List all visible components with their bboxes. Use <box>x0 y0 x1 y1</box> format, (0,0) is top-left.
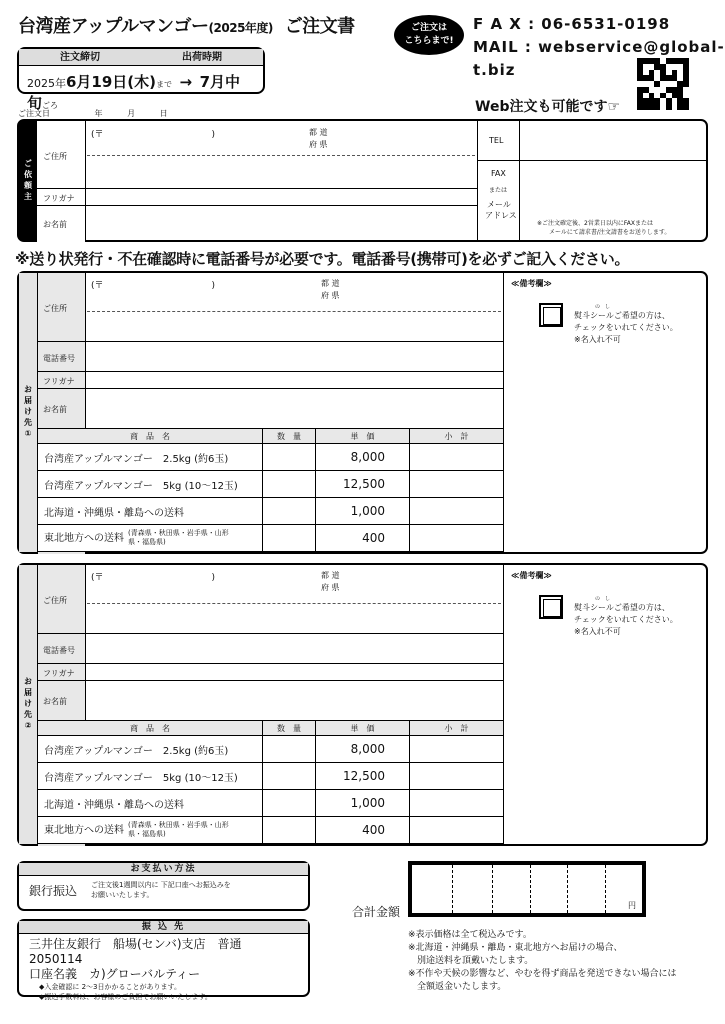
requester-fax-label: FAX <box>491 169 506 178</box>
form-title <box>18 12 355 38</box>
footer-notes <box>408 929 677 994</box>
subtotal-cell[interactable] <box>410 736 504 763</box>
deadline-label: 注文締切 <box>60 52 100 63</box>
order-date-label: ご注文日 <box>18 109 50 118</box>
requester-mail-label: メール <box>487 200 511 209</box>
product-row <box>38 763 504 790</box>
fax-number: F A X : 06-6531-0198 <box>473 15 671 33</box>
product-name: 台湾産アップルマンゴー 2.5kg (約6玉) <box>44 453 229 465</box>
delivery-name-label: お名前 <box>43 405 67 414</box>
product-name: 北海道・沖縄県・離島への送料 <box>44 507 184 519</box>
delivery-address-label: ご住所 <box>43 304 67 313</box>
requester-postal[interactable]: (〒 ) <box>91 127 215 140</box>
footer-note: ※表示価格は全て税込みです。 <box>408 930 532 940</box>
order-date-day: 日 <box>159 109 168 118</box>
requester-furigana-label: フリガナ <box>43 194 75 203</box>
noshi-text-3: ※名入れ不可 <box>574 627 621 636</box>
product-row <box>38 817 504 844</box>
bubble-line1: ご注文は <box>410 23 447 33</box>
col-product: 商 品 名 <box>38 721 263 736</box>
phone-required-notice: ※送り状発行・不在確認時に電話番号が必要です。電話番号(携帯可)を必ずご記入ください。 <box>15 250 630 268</box>
delivery-phone-label: 電話番号 <box>43 354 75 363</box>
col-subtotal: 小 計 <box>410 429 504 444</box>
delivery-side-label: お届け先① <box>19 273 37 552</box>
delivery-furigana-label: フリガナ <box>43 377 75 386</box>
ship-koro: ごろ <box>42 101 59 110</box>
noshi-text-1: 熨斗シールご希望の方は、 <box>574 311 670 320</box>
memo-title: ≪備考欄≫ <box>511 279 552 288</box>
col-price: 単 価 <box>316 429 410 444</box>
delivery-pref2: 府 県 <box>321 291 340 300</box>
product-name: 台湾産アップルマンゴー 5kg (10〜12玉) <box>44 480 238 492</box>
title-year: (2025年度) <box>208 21 273 35</box>
subtotal-cell[interactable] <box>410 444 504 471</box>
delivery-name-label: お名前 <box>43 697 67 706</box>
col-qty: 数 量 <box>263 721 316 736</box>
arrow-icon: → <box>179 73 193 91</box>
confirm-note-2: メールにて請求書/注文請書をお送りします。 <box>549 229 671 236</box>
price-cell: 12,500 <box>316 471 410 498</box>
col-product: 商 品 名 <box>38 429 263 444</box>
requester-address-label: ご住所 <box>43 152 67 161</box>
qty-cell[interactable] <box>263 817 316 844</box>
deadline-made: まで <box>156 80 173 89</box>
footer-note: ※不作や天候の影響など、やむを得ず商品を発送できない場合には <box>408 969 677 979</box>
delivery-side-label: お届け先② <box>19 565 37 844</box>
web-order-text: Web注文も可能です☞ <box>475 99 621 115</box>
total-yen: 円 <box>628 901 636 910</box>
product-row <box>38 525 504 552</box>
payment-method: 銀行振込 <box>29 883 78 898</box>
bank-note-1: ◆入金確認に 2〜3日かかることがあります。 <box>39 983 181 991</box>
qty-cell[interactable] <box>263 525 316 552</box>
delivery-address-label: ご住所 <box>43 596 67 605</box>
requester-tel-label: TEL <box>489 136 504 145</box>
qty-cell[interactable] <box>263 790 316 817</box>
subtotal-cell[interactable] <box>410 817 504 844</box>
requester-pref: 都 道 <box>309 128 328 137</box>
product-row <box>38 790 504 817</box>
delivery-section-1 <box>17 271 708 554</box>
title-suffix: ご注文書 <box>284 16 355 37</box>
total-amount-field[interactable] <box>408 861 646 917</box>
bank-box <box>17 919 310 1001</box>
noshi-ruby: の し <box>595 596 611 602</box>
product-name: 東北地方への送料 <box>44 533 124 544</box>
memo-title: ≪備考欄≫ <box>511 571 552 580</box>
noshi-checkbox[interactable] <box>539 595 563 619</box>
price-cell: 8,000 <box>316 736 410 763</box>
bank-line-1: 三井住友銀行 船場(センバ)支店 普通 2050114 <box>29 937 242 966</box>
qty-cell[interactable] <box>263 498 316 525</box>
delivery-pref: 都 道 <box>321 571 340 580</box>
qty-cell[interactable] <box>263 763 316 790</box>
payment-desc-2: お願いいたします。 <box>91 891 154 899</box>
delivery-pref: 都 道 <box>321 279 340 288</box>
payment-title: お支払い方法 <box>19 863 308 876</box>
subtotal-cell[interactable] <box>410 790 504 817</box>
requester-or-label: または <box>489 187 508 194</box>
noshi-checkbox[interactable] <box>539 303 563 327</box>
footer-note: 全額返金いたします。 <box>408 982 507 992</box>
product-sub: (青森県・秋田県・岩手県・山形県・福島県) <box>128 529 229 546</box>
order-here-bubble <box>394 15 464 55</box>
delivery-section-2 <box>17 563 708 846</box>
bank-title: 振 込 先 <box>19 921 308 934</box>
product-name: 台湾産アップルマンゴー 5kg (10〜12玉) <box>44 772 238 784</box>
subtotal-cell[interactable] <box>410 498 504 525</box>
delivery-postal[interactable]: (〒 ) <box>91 278 215 291</box>
footer-note: ※北海道・沖縄県・離島・東北地方へお届けの場合、 <box>408 943 623 953</box>
requester-address2-label: アドレス <box>485 211 517 220</box>
bank-line-2: 口座名義 カ)グローバルティー <box>29 967 201 981</box>
qty-cell[interactable] <box>263 444 316 471</box>
requester-pref2: 府 県 <box>309 140 328 149</box>
product-name: 北海道・沖縄県・離島への送料 <box>44 799 184 811</box>
noshi-text-2: チェックをいれてください。 <box>574 323 678 332</box>
price-cell: 12,500 <box>316 763 410 790</box>
bubble-line2: こちらまで! <box>404 36 454 46</box>
noshi-ruby: の し <box>595 304 611 310</box>
qr-code-icon[interactable] <box>637 58 689 110</box>
deadline-date: 6月19日(木) <box>66 73 157 91</box>
price-cell: 8,000 <box>316 444 410 471</box>
subtotal-cell[interactable] <box>410 471 504 498</box>
requester-side-label: ご依頼主 <box>19 121 37 240</box>
product-row <box>38 471 504 498</box>
title-text: 台湾産アップルマンゴー <box>18 16 209 37</box>
bank-note-2: ◆振込手数料は、お客様のご負担でお願いいたします。 <box>39 993 212 1001</box>
mail-address: MAIL : webservice@global-t.biz <box>473 38 725 79</box>
product-name: 東北地方への送料 <box>44 825 124 836</box>
ship-label: 出荷時期 <box>182 52 222 63</box>
requester-name-label: お名前 <box>43 220 67 229</box>
noshi-text-3: ※名入れ不可 <box>574 335 621 344</box>
col-subtotal: 小 計 <box>410 721 504 736</box>
payment-desc-1: ご注文後1週間以内に 下記口座へお振込みを <box>91 881 231 889</box>
qty-cell[interactable] <box>263 736 316 763</box>
delivery-phone-label: 電話番号 <box>43 646 75 655</box>
order-date-month: 月 <box>127 109 136 118</box>
deadline-box <box>17 47 265 112</box>
product-name: 台湾産アップルマンゴー 2.5kg (約6玉) <box>44 745 229 757</box>
payment-box <box>17 861 310 911</box>
qty-cell[interactable] <box>263 471 316 498</box>
noshi-text-2: チェックをいれてください。 <box>574 615 678 624</box>
requester-box <box>17 119 708 242</box>
order-date-year: 年 <box>94 109 103 118</box>
deadline-year: 2025年 <box>27 77 66 90</box>
order-date <box>18 108 190 119</box>
delivery-pref2: 府 県 <box>321 583 340 592</box>
subtotal-cell[interactable] <box>410 525 504 552</box>
product-sub: (青森県・秋田県・岩手県・山形県・福島県) <box>128 821 229 838</box>
product-row <box>38 498 504 525</box>
delivery-furigana-label: フリガナ <box>43 669 75 678</box>
col-price: 単 価 <box>316 721 410 736</box>
noshi-text-1: 熨斗シールご希望の方は、 <box>574 603 670 612</box>
price-cell: 400 <box>316 817 410 844</box>
footer-note: 別途送料を頂戴いたします。 <box>408 956 534 966</box>
delivery-postal[interactable]: (〒 ) <box>91 570 215 583</box>
product-row <box>38 444 504 471</box>
price-cell: 400 <box>316 525 410 552</box>
subtotal-cell[interactable] <box>410 763 504 790</box>
confirm-note-1: ※ご注文確定後、2営業日以内にFAXまたは <box>537 220 653 227</box>
col-qty: 数 量 <box>263 429 316 444</box>
price-cell: 1,000 <box>316 790 410 817</box>
product-row <box>38 736 504 763</box>
ship-period: 7月中旬 <box>27 73 241 112</box>
price-cell: 1,000 <box>316 498 410 525</box>
total-label: 合計金額 <box>352 905 401 919</box>
